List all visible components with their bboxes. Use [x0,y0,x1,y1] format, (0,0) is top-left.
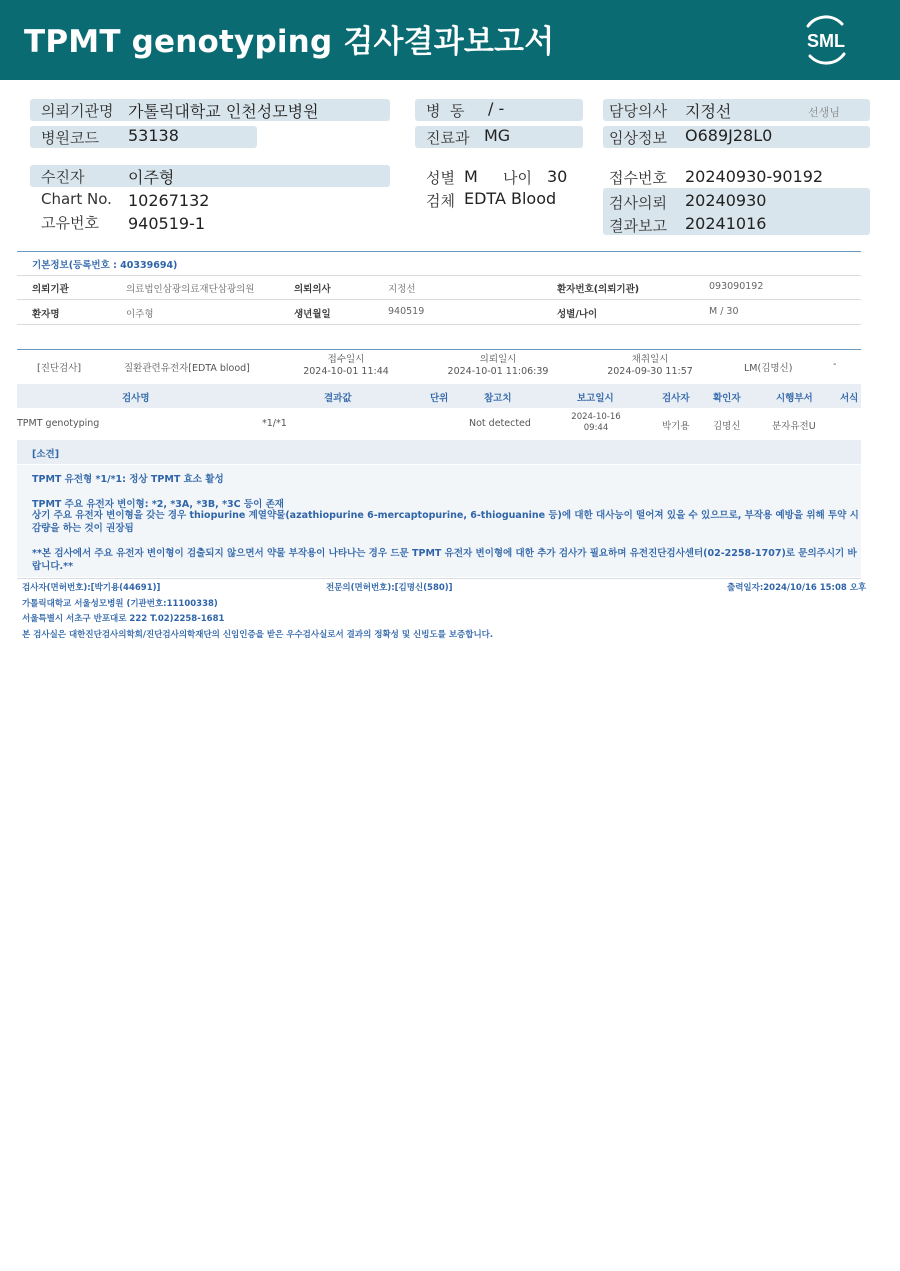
patient-value: 이주형 [128,168,175,187]
requested-label: 의뢰일시 [479,354,517,365]
info-value-institution: 의료법인삼광의료재단삼광의원 [126,284,255,295]
report-value: 20241016 [685,214,767,233]
report-title: TPMT genotyping 검사결과보고서 [24,24,555,60]
col-header-result: 결과값 [324,393,352,404]
basic-info-line-3 [17,324,861,325]
report-header [0,0,900,80]
col-header-report-date: 보고일시 [577,393,614,404]
footer-printed: 출력일자:2024/10/16 15:08 오후 [727,583,867,593]
doctor-label: 담당의사 [609,102,667,120]
info-value-patient-no: 093090192 [709,281,764,292]
info-label-patient-no: 환자번호(의뢰기관) [557,284,640,295]
findings-title-bar [17,440,861,464]
basic-info-title: 기본정보(등록번호 : 40339694) [32,260,178,271]
requested-block [443,354,553,378]
info-label-institution: 의뢰기관 [32,284,69,295]
col-header-reference: 참고치 [484,393,512,404]
info-value-sex-age: M / 30 [709,306,739,317]
info-label-doctor: 의뢰의사 [294,284,331,295]
row-reference: Not detected [469,418,531,429]
ward-value: / - [488,99,505,118]
age-label: 나이 [503,169,532,187]
exam-category: [진단검사] [37,363,82,374]
col-header-form: 서식 [840,393,859,404]
basic-info-line-2 [17,299,861,300]
findings-title: [소견] [32,449,60,460]
collected-value: 2024-09-30 11:57 [607,366,693,377]
info-value-name: 이주형 [126,309,154,320]
row-tester: 박기용 [662,421,690,432]
footer-address: 서울특별시 서초구 반포대로 222 T.02)2258-1681 [22,614,225,624]
lm-dash: - [833,359,837,370]
received-block [296,354,396,378]
receipt-label: 접수번호 [609,169,667,187]
received-label: 접수일시 [327,354,365,365]
exam-test-group: 질환관련유전자[EDTA blood] [124,363,250,374]
row-department: 분자유전U [772,421,816,432]
footer-line [17,578,861,579]
row-confirmer: 김명신 [713,421,741,432]
requested-value: 2024-10-01 11:06:39 [447,366,549,377]
col-header-department: 시행부서 [776,393,813,404]
col-header-unit: 단위 [430,393,449,404]
sml-logo [798,12,854,68]
ward-label: 병 동 [426,102,465,120]
request-label: 검사의뢰 [609,194,667,212]
col-header-name: 검사명 [122,393,150,404]
chart-label: Chart No. [41,190,112,208]
hospital-code-value: 53138 [128,126,179,145]
logo-text: SML [807,31,845,51]
report-label: 결과보고 [609,217,667,235]
sex-label: 성별 [426,169,455,187]
footer-specialist: 전문의(면허번호):[김명신(580)] [326,583,453,593]
collected-inner [600,354,700,378]
request-value: 20240930 [685,191,767,210]
age-value: 30 [547,167,568,186]
received-value: 2024-10-01 11:44 [303,366,389,377]
row-result: *1/*1 [262,418,287,429]
col-header-tester: 검사자 [662,393,690,404]
findings-variants: TPMT 주요 유전자 변이형: *2, *3A, *3B, *3C 등이 존재 [32,499,284,510]
receipt-value: 20240930-90192 [685,167,824,186]
hospital-code-label: 병원코드 [41,129,99,147]
patient-label: 수진자 [41,168,85,186]
doctor-suffix: 선생님 [808,106,840,119]
info-label-birth: 생년월일 [294,309,331,320]
doctor-value: 지정선 [685,102,732,121]
chart-value: 10267132 [128,191,210,210]
specimen-value: EDTA Blood [464,189,557,208]
findings-drug-note: 상기 주요 유전자 변이형을 갖는 경우 thiopurine 계열약물(azathiopurine 6-mercaptopurine, 6-thioguanine 등)에 대한 대사능이 떨어져 있을 수 있으므로, 부작용 예방을 위해 투약 시 감량을 하는 것이 권장됨 [32,510,859,534]
dept-label: 진료과 [426,129,470,147]
row-report-date: 2024-10-16 [571,412,621,422]
basic-info-top-line [17,251,861,252]
row-test-name: TPMT genotyping [17,418,100,429]
sex-value: M [464,167,478,186]
institution-label: 의뢰기관명 [41,102,114,120]
dept-value: MG [484,126,511,145]
clinical-label: 임상정보 [609,129,667,147]
basic-info-line-1 [17,275,861,276]
info-label-sex-age: 성별/나이 [557,309,598,320]
institution-value: 가톨릭대학교 인천성모병원 [128,102,319,121]
clinical-value: O689J28L0 [685,126,773,145]
lm-name: LM(김명신) [744,363,793,374]
unique-value: 940519-1 [128,214,206,233]
footer-tester: 검사자(면허번호):[박기용(44691)] [22,583,161,593]
row-report-time: 09:44 [583,423,609,433]
findings-additional-note: **본 검사에서 주요 유전자 변이형이 검출되지 않으면서 약물 부작용이 나타나는 경우 드문 TPMT 유전자 변이형에 대한 추가 검사가 필요하며 유전진단검사센터(02-2258-1707)로 문의주시기 바랍니다.** [32,548,857,572]
specimen-label: 검체 [426,192,455,210]
footer-certification: 본 검사실은 대한진단검사의학회/진단검사의학재단의 신임인증을 받은 우수검사실로서 결과의 정확성 및 신빙도를 보증합니다. [22,630,494,640]
exam-top-line [17,349,861,350]
info-label-name: 환자명 [32,309,60,320]
info-value-birth: 940519 [388,306,425,317]
findings-genotype: TPMT 유전형 *1/*1: 정상 TPMT 효소 활성 [32,474,224,485]
footer-hospital: 가톨릭대학교 서울성모병원 (기관번호:11100338) [22,599,218,609]
unique-label: 고유번호 [41,214,99,232]
info-value-doctor: 지정선 [388,284,416,295]
row-report-datetime [566,412,626,434]
col-header-confirmer: 확인자 [713,393,741,404]
collected-label: 채취일시 [631,354,669,365]
